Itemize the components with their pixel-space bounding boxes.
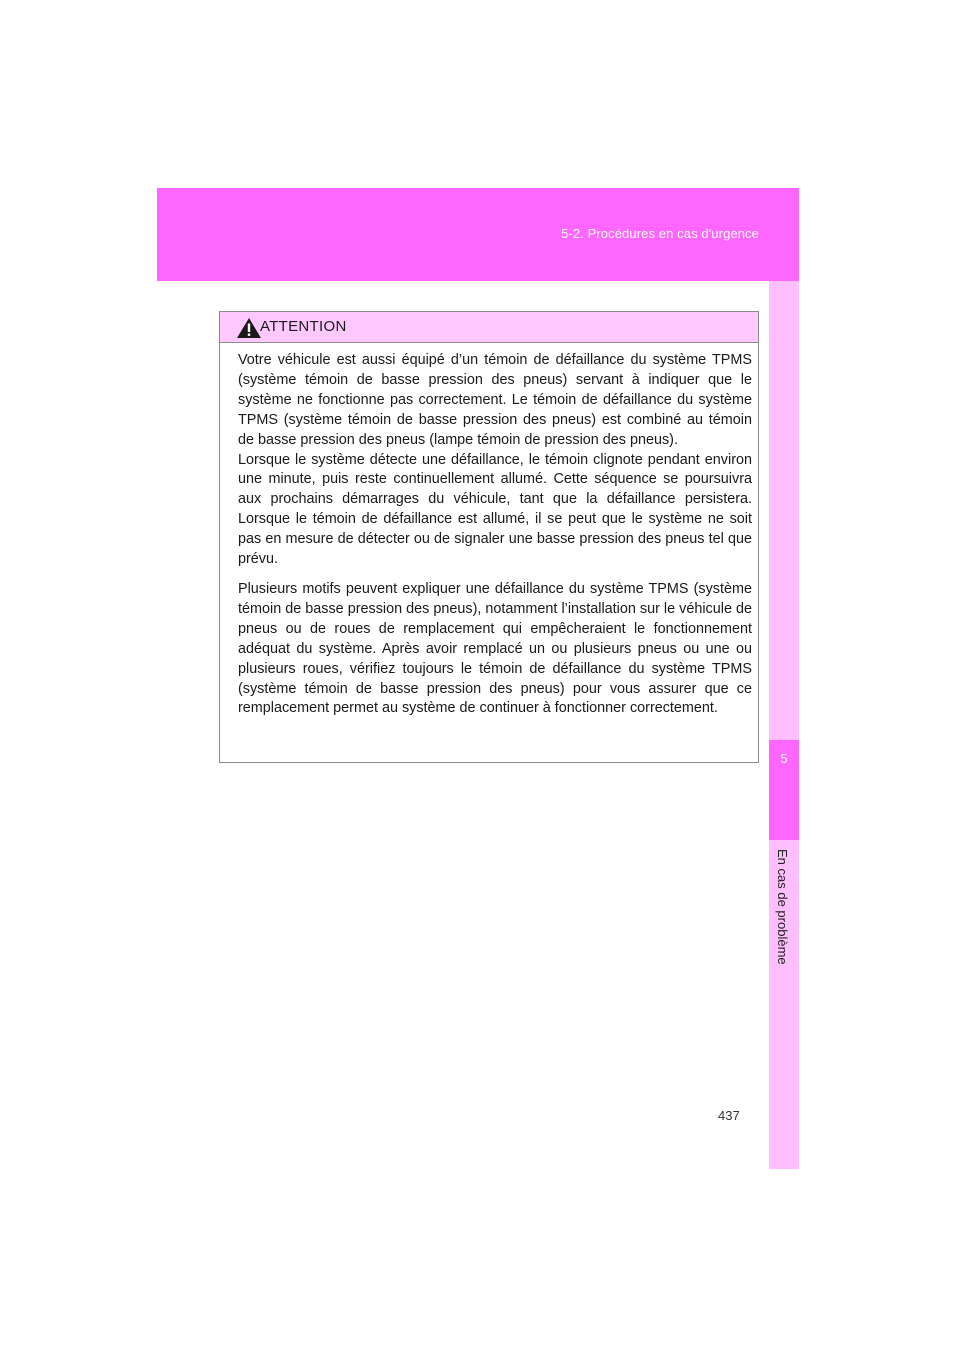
warning-title: ATTENTION [260, 318, 347, 335]
warning-box [219, 311, 759, 763]
warning-paragraph-2: Lorsque le système détecte une défaillance, le témoin clignote pendant environ une minute, puis reste continuellement allumé. Cette séquence se poursuivra aux prochains démarrages du véhicule, tant que la défaillance persistera. Lorsque le témoin de défaillance est allumé, il se peut que le système ne soit pas en mesure de détecter ou de signaler une basse pression des pneus tel que prévu. [238, 451, 752, 568]
warning-header [220, 312, 758, 343]
warning-triangle-icon [236, 317, 262, 339]
chapter-number-box [769, 740, 799, 840]
chapter-label: En cas de problème [775, 849, 790, 965]
chapter-number: 5 [780, 751, 788, 766]
warning-paragraph-3: Plusieurs motifs peuvent expliquer une défaillance du système TPMS (système témoin de basse pression des pneus), notamment l’installation sur le véhicule de pneus ou de roues de remplacement qui empêcheraient le fonctionnement adéquat du système. Après avoir remplacé un ou plusieurs pneus ou une ou plusieurs roues, vérifiez toujours le témoin de défaillance du système TPMS (système témoin de basse pression des pneus) pour vous assurer que ce remplacement permet au système de continuer à fonctionner correctement. [238, 580, 752, 717]
header-band [157, 188, 799, 281]
warning-paragraph-1: Votre véhicule est aussi équipé d’un témoin de défaillance du système TPMS (système témoin de basse pression des pneus) servant à indiquer que le système ne fonctionne pas correctement. Le témoin de défaillance du système TPMS (système témoin de basse pression des pneus) est combiné au témoin de basse pression des pneus (lampe témoin de pression des pneus). [238, 352, 752, 448]
warning-body [220, 343, 758, 719]
section-title: 5-2. Procédures en cas d'urgence [561, 226, 759, 241]
side-tab [769, 281, 799, 1169]
page-number: 437 [718, 1108, 740, 1123]
